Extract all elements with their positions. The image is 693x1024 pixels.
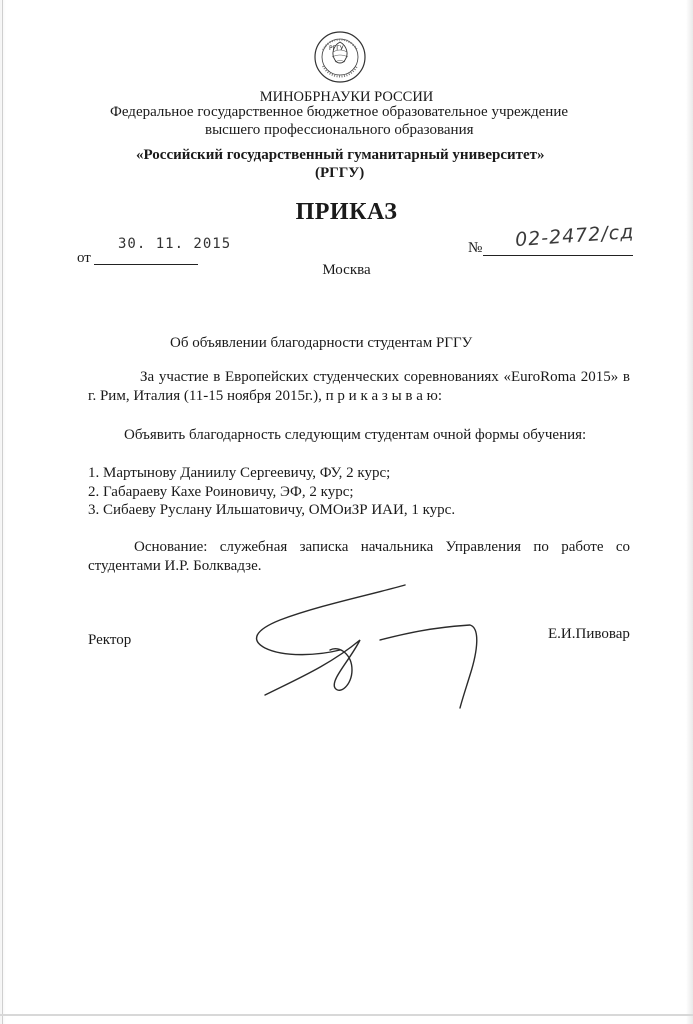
university-abbreviation: (РГГУ) xyxy=(315,165,365,181)
date-prefix: от xyxy=(77,250,91,266)
basis-paragraph: Основание: служебная записка начальника Управления по работе со студентами И.Р. Болквадзе. xyxy=(88,539,630,574)
order-subject: Об объявлении благодарности студентам РГГУ xyxy=(170,335,473,351)
signatory-position: Ректор xyxy=(88,632,132,648)
intro-paragraph: За участие в Европейских студенческих соревнованиях «EuroRoma 2015» в г. Рим, Италия (11-15 ноября 2015г.), п р и к а з ы в а ю: xyxy=(88,369,630,404)
ministry-name: МИНОБРНАУКИ РОССИИ xyxy=(259,89,434,105)
student-item-2: 2. Габараеву Кахе Роиновичу, ЭФ, 2 курс; xyxy=(88,484,354,500)
date-stamp: 30. 11. 2015 xyxy=(118,236,232,252)
signatory-name: Е.И.Пивовар xyxy=(548,626,630,642)
institution-line-2: высшего профессионального образования xyxy=(205,122,474,138)
student-item-1: 1. Мартынову Даниилу Сергеевичу, ФУ, 2 курс; xyxy=(88,465,391,481)
number-underline xyxy=(483,255,633,256)
order-number: 02-2472/сд xyxy=(514,220,635,252)
crest-abbreviation: РГГУ xyxy=(329,45,344,52)
directive-text: Объявить благодарность следующим студентам очной формы обучения: xyxy=(124,427,587,443)
student-item-3: 3. Сибаеву Руслану Ильшатовичу, ОМОиЗР ИАИ, 1 курс. xyxy=(88,502,456,518)
number-prefix: № xyxy=(468,240,483,256)
institution-line-1: Федеральное государственное бюджетное образовательное учреждение xyxy=(110,104,569,120)
city: Москва xyxy=(322,262,371,278)
handwritten-signature xyxy=(240,580,500,710)
university-crest-icon xyxy=(313,30,367,84)
document-title: ПРИКАЗ xyxy=(295,199,398,225)
scan-edge xyxy=(2,0,3,1024)
page-bottom-edge xyxy=(0,1014,693,1016)
university-name: «Российский государственный гуманитарный университет» xyxy=(136,147,545,163)
